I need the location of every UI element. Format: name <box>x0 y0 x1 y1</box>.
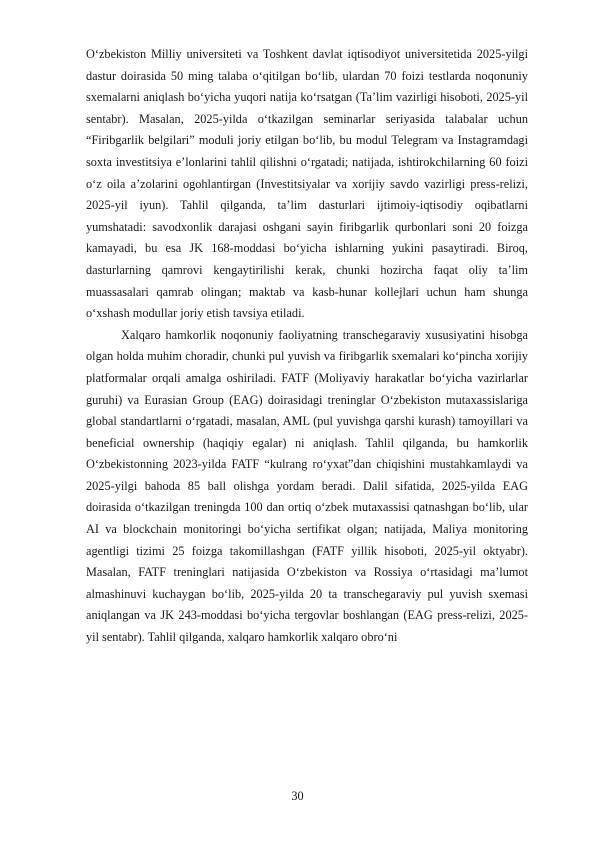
paragraph-education-programs: O‘zbekiston Milliy universiteti va Toshkent davlat iqtisodiyot universitetida 2025-yilgi dastur doirasida 50 ming talaba o‘qitilgan bo‘lib, ulardan 70 foizi testlarda noqonuniy sxemalarni aniqlash bo‘yicha yuqori natija ko‘rsatgan (Ta’lim vazirligi hisoboti, 2025-yil sentabr). Masalan, 2025-yilda o‘tkazilgan seminarlar seriyasida talabalar uchun “Firibgarlik belgilari” moduli joriy etilgan bo‘lib, bu modul Telegram va Instagramdagi soxta investitsiya e’lonlarini tahlil qilishni o‘rgatadi; natijada, ishtirokchilarning 60 foizi o‘z oila a’zolarini ogohlantirgan (Investitsiyalar va xorijiy savdo vazirligi press-relizi, 2025-yil iyun). Tahlil qilganda, ta’lim dasturlari ijtimoiy-iqtisodiy oqibatlarni yumshatadi: savodxonlik darajasi oshgani sayin firibgarlik qurbonlari soni 20 foizga kamayadi, bu esa JK 168-moddasi bo‘yicha ishlarning yukini pasaytiradi. Biroq, dasturlarning qamrovi kengaytirilishi kerak, chunki hozircha faqat oliy ta’lim muassasalari qamrab olingan; maktab va kasb-hunar kollejlari uchun ham shunga o‘xshash modullar joriy etish tavsiya etiladi. <box>86 47 528 321</box>
paragraph-international-cooperation: Xalqaro hamkorlik noqonuniy faoliyatning transchegaraviy xususiyatini hisobga olgan holda muhim choradir, chunki pul yuvish va firibgarlik sxemalari ko‘pincha xorijiy platformalar orqali amalga oshiriladi. FATF (Moliyaviy harakatlar bo‘yicha vazirlarlar guruhi) va Eurasian Group (EAG) doirasidagi treninglar O‘zbekiston mutaxassislariga global standartlarni o‘rgatadi, masalan, AML (pul yuvishga qarshi kurash) tamoyillari va beneficial ownership (haqiqiy egalar) ni aniqlash. Tahlil qilganda, bu hamkorlik O‘zbekistonning 2023-yilda FATF “kulrang ro‘yxat”dan chiqishini mustahkamlaydi va 2025-yilgi bahoda 85 ball olishga yordam beradi. Dalil sifatida, 2025-yilda EAG doirasida o‘tkazilgan treningda 100 dan ortiq o‘zbek mutaxassisi qatnashgan bo‘lib, ular AI va blockchain monitoringi bo‘yicha sertifikat olgan; natijada, Maliya monitoring agentligi tizimi 25 foizga takomillashgan (FATF yillik hisoboti, 2025-yil oktyabr). Masalan, FATF treninglari natijasida O‘zbekiston va Rossiya o‘rtasidagi ma’lumot almashinuvi kuchaygan bo‘lib, 2025-yilda 20 ta transchegaraviy pul yuvish sxemasi aniqlangan va JK 243-moddasi bo‘yicha tergovlar boshlangan (EAG press-relizi, 2025-yil sentabr). Tahlil qilganda, xalqaro hamkorlik xalqaro obro‘ni <box>86 327 528 645</box>
document-page <box>86 44 528 649</box>
page-number: 30 <box>291 789 304 803</box>
